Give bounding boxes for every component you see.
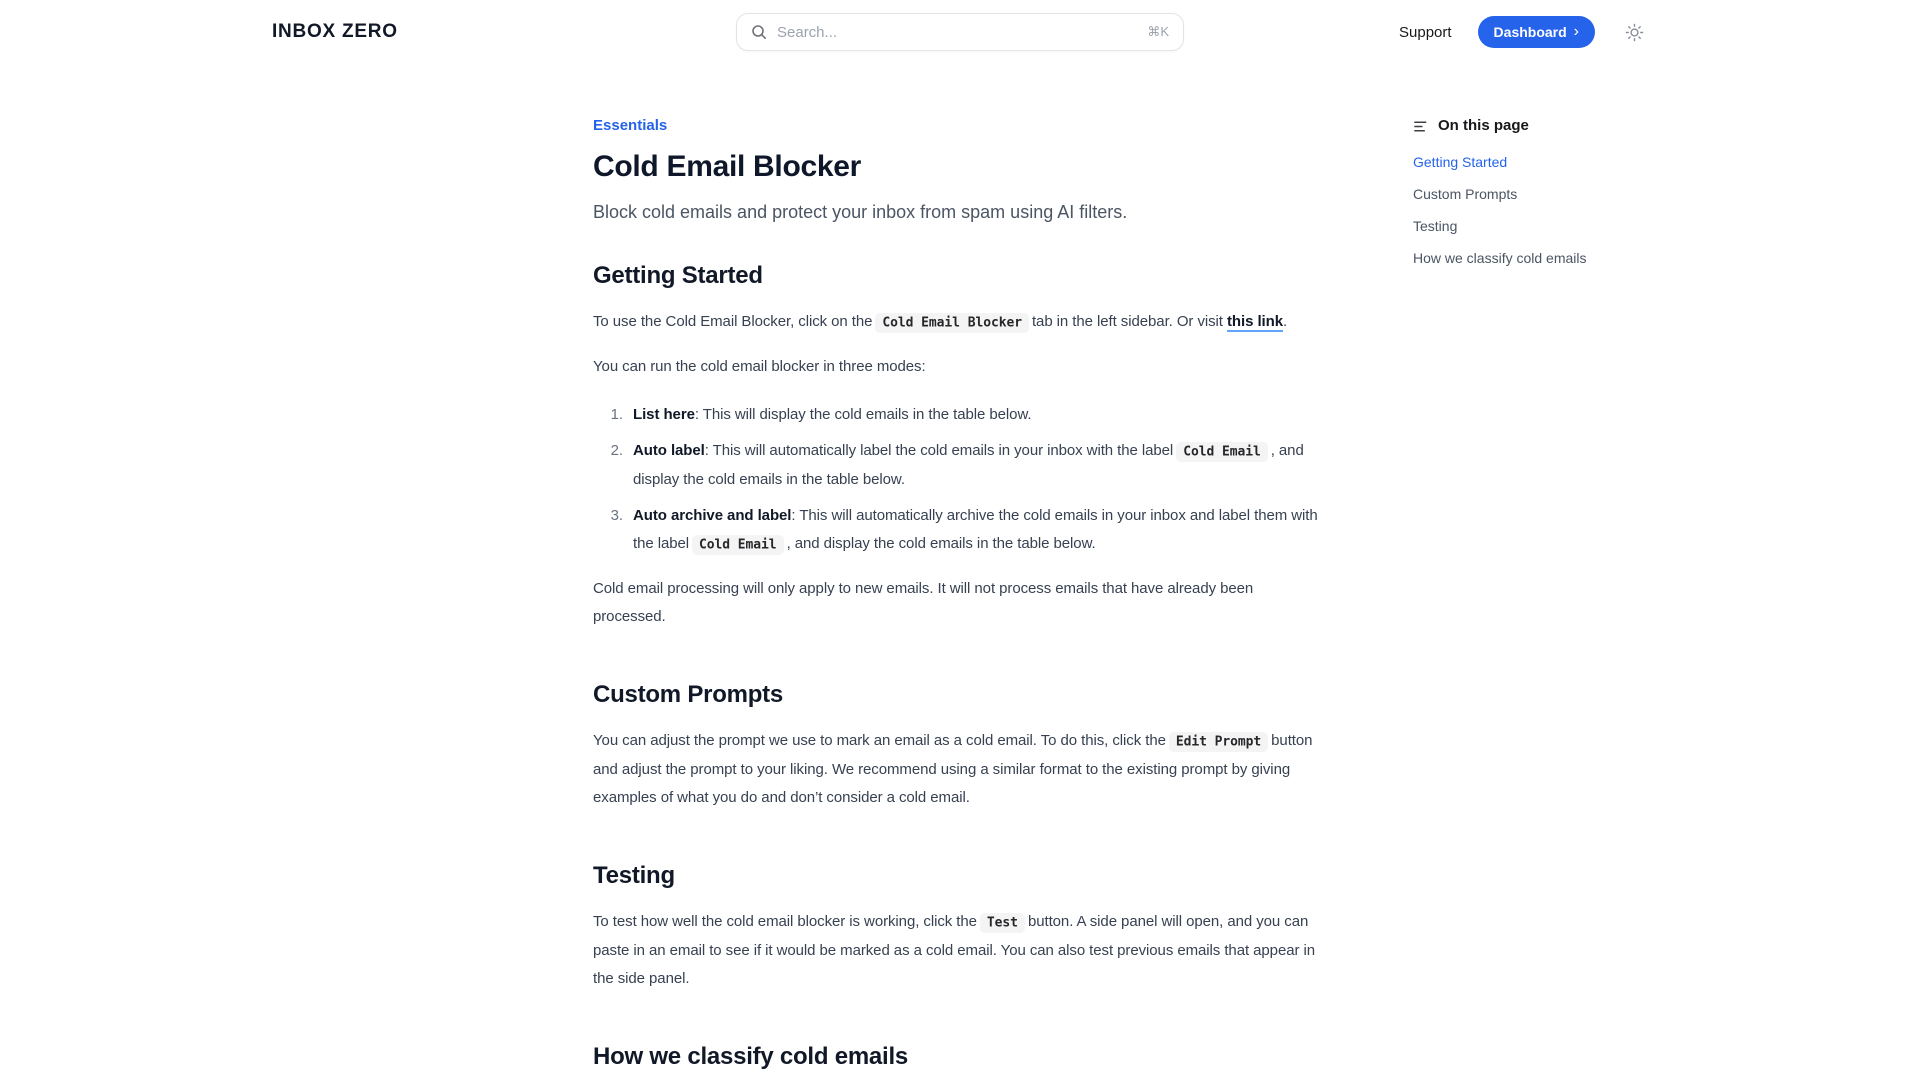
search-icon <box>751 24 767 40</box>
section-heading: Custom Prompts <box>593 681 783 708</box>
section-heading: Testing <box>593 862 675 889</box>
support-link[interactable]: Support <box>1399 23 1452 41</box>
paragraph <box>593 353 1318 381</box>
text-span: You can run the cold email blocker in three modes: <box>593 358 926 375</box>
toc-header <box>1413 116 1643 136</box>
text-span: tab in the left sidebar. Or visit <box>1031 313 1227 330</box>
section-how-we-classify-cold-emails <box>593 1041 1318 1073</box>
dashboard-button[interactable] <box>1478 16 1595 48</box>
paragraph <box>593 727 1318 812</box>
toc-link[interactable]: Custom Prompts <box>1413 186 1518 202</box>
text-span: To test how well the cold email blocker is working, click the <box>593 913 977 930</box>
text-span: : This will automatically archive the cold emails in your inbox and label them with the label <box>633 507 1318 552</box>
toc-link[interactable]: Getting Started <box>1413 154 1508 170</box>
search-shortcut: ⌘K <box>1147 24 1169 39</box>
text-span: , and display the cold emails in the table below. <box>633 442 1304 488</box>
article-sections <box>593 260 1318 1073</box>
bold-text: List here <box>633 406 695 423</box>
theme-toggle-button[interactable] <box>1621 19 1648 46</box>
navbar-actions <box>1399 16 1648 48</box>
list-item <box>593 437 1318 494</box>
text-span: button. A side panel will open, and you can paste in an email to see if it would be marked as a cold email. You can also test previous emails that appear in the side panel. <box>593 913 1316 987</box>
paragraph <box>593 575 1318 631</box>
text-span: : This will automatically label the cold emails in your inbox with the label <box>704 442 1174 459</box>
list-marker: 1. <box>610 406 623 423</box>
search-input[interactable] <box>777 24 1137 41</box>
ordered-list <box>593 401 1318 559</box>
brand-logo[interactable]: INBOX ZERO <box>272 21 398 42</box>
section-testing <box>593 860 1318 993</box>
bold-text: Auto label <box>633 442 705 459</box>
section-heading: Getting Started <box>593 262 763 289</box>
search-bar[interactable] <box>736 13 1184 51</box>
article <box>593 116 1318 1073</box>
on-this-page-panel <box>1413 116 1643 267</box>
page-subtitle: Block cold emails and protect your inbox from spam using AI filters. <box>593 202 1128 222</box>
page-title: Cold Email Blocker <box>593 150 862 183</box>
section-heading: How we classify cold emails <box>593 1043 908 1070</box>
paragraph <box>593 308 1318 337</box>
paragraph <box>593 908 1318 993</box>
text-span: Cold email processing will only apply to new emails. It will not process emails that have already been processed. <box>593 580 1254 625</box>
text-span: , and display the cold emails in the table below. <box>786 535 1096 552</box>
text-span: : This will display the cold emails in the table below. <box>694 406 1032 423</box>
sun-icon <box>1625 23 1644 42</box>
toc-link[interactable]: Testing <box>1413 218 1458 234</box>
section-getting-started <box>593 260 1318 631</box>
list-marker: 2. <box>610 442 623 459</box>
inline-code: Edit Prompt <box>1169 732 1268 752</box>
bold-text: Auto archive and label <box>633 507 792 524</box>
breadcrumb[interactable]: Essentials <box>593 117 668 134</box>
main-content <box>0 64 1920 1073</box>
chevron-right-icon: › <box>1573 22 1579 40</box>
section-custom-prompts <box>593 679 1318 812</box>
list-lines-icon <box>1413 119 1428 134</box>
list-item <box>593 502 1318 559</box>
inline-code: Cold Email <box>1176 442 1268 462</box>
inline-code: Test <box>980 913 1025 933</box>
text-span: You can adjust the prompt we use to mark an email as a cold email. To do this, click the <box>593 732 1166 749</box>
inline-code: Cold Email <box>692 535 784 555</box>
text-span: . <box>1283 313 1288 330</box>
inline-code: Cold Email Blocker <box>875 313 1029 333</box>
dashboard-button-label: Dashboard <box>1493 24 1567 40</box>
text-span: button and adjust the prompt to your liking. We recommend using a similar format to the existing prompt by giving examples of what you do and don’t consider a cold email. <box>593 732 1313 806</box>
top-navbar <box>0 0 1920 64</box>
list-marker: 3. <box>610 507 623 524</box>
toc-links <box>1413 153 1643 267</box>
toc-title: On this page <box>1438 117 1529 134</box>
inline-link[interactable]: this link <box>1227 313 1283 330</box>
toc-link[interactable]: How we classify cold emails <box>1413 250 1587 266</box>
text-span: To use the Cold Email Blocker, click on the <box>593 313 873 330</box>
list-item <box>593 401 1318 429</box>
